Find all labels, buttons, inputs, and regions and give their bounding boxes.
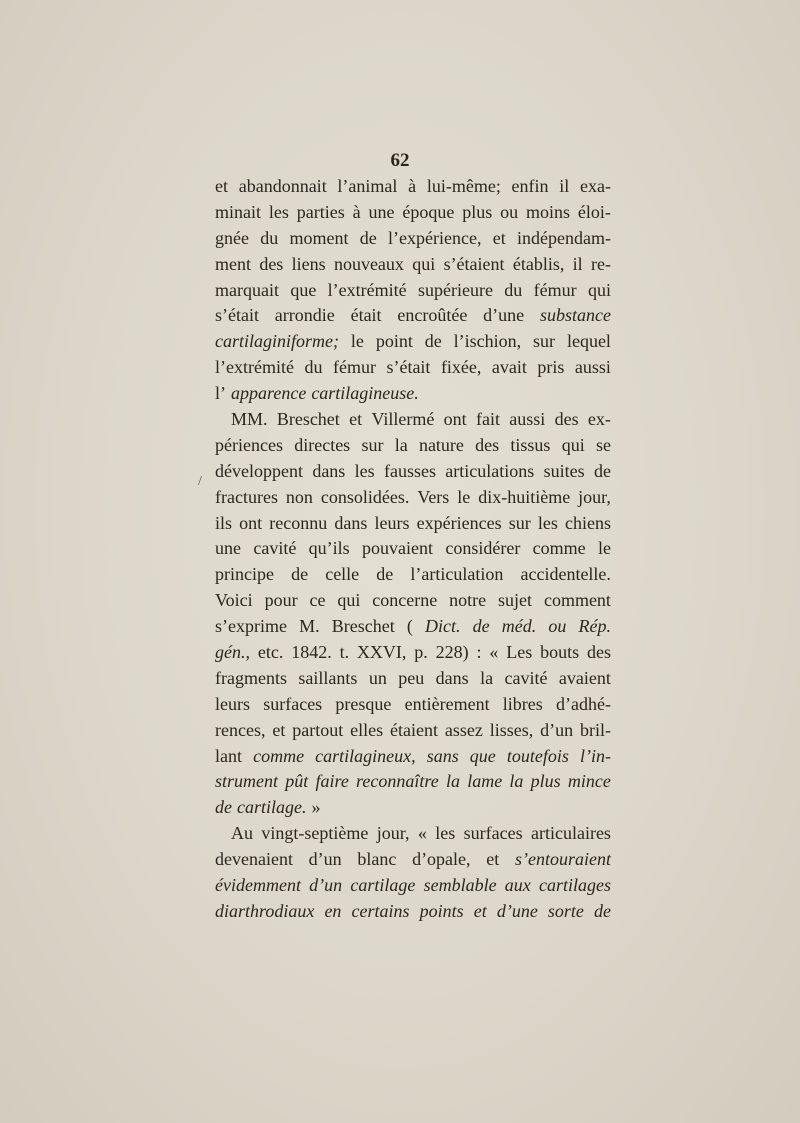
word: sujet — [498, 590, 533, 611]
word: articulaires — [530, 823, 611, 844]
word: » — [311, 797, 321, 818]
word: une — [368, 201, 395, 222]
word: rences, — [215, 719, 266, 740]
word: cartilaginiforme; — [215, 331, 339, 352]
word: le — [350, 331, 364, 352]
page-number: 62 — [390, 150, 410, 171]
word: M. — [299, 616, 320, 637]
word: fractures — [215, 486, 278, 507]
word: les — [354, 460, 375, 481]
word: cartilage. — [237, 797, 307, 818]
body-text — [215, 174, 611, 925]
text-line — [215, 278, 611, 304]
word: plus — [530, 771, 561, 792]
word: Les — [506, 642, 533, 663]
word: époque — [402, 201, 455, 222]
word: aussi — [574, 357, 611, 378]
word: un — [368, 667, 387, 688]
word: sorte — [547, 900, 584, 921]
text-line — [215, 718, 611, 744]
word: évidemment — [215, 875, 301, 896]
word: cartilages — [538, 875, 611, 896]
word: expériences — [416, 512, 502, 533]
word: Villermé — [371, 409, 435, 430]
word: Vers — [417, 486, 450, 507]
word: partout — [292, 719, 344, 740]
text-line — [215, 303, 611, 329]
word: supérieure — [417, 279, 493, 300]
word: des — [259, 253, 284, 274]
text-line — [215, 536, 611, 562]
word: surfaces — [463, 823, 523, 844]
word: des — [586, 642, 611, 663]
word: lame — [467, 771, 503, 792]
word: gnée — [215, 227, 249, 248]
word: pris — [537, 357, 565, 378]
word: certains — [351, 900, 410, 921]
word: d’une — [483, 305, 525, 326]
word: ( — [406, 616, 413, 637]
word: sans — [426, 745, 459, 766]
word: Dict. — [424, 616, 461, 637]
word: qui — [337, 590, 361, 611]
word: fragments — [215, 667, 287, 688]
word: pouvaient — [362, 538, 434, 559]
word: principe — [215, 564, 274, 585]
word: ils — [215, 512, 233, 533]
word: étaient — [389, 719, 438, 740]
word: l’ — [215, 383, 226, 404]
word: éloi- — [577, 201, 611, 222]
word: l’extrémité — [215, 357, 294, 378]
word: et — [349, 409, 363, 430]
word: qui — [412, 253, 436, 274]
word: chiens — [564, 512, 611, 533]
word: comme — [253, 745, 305, 766]
word: méd. — [501, 616, 537, 637]
word: la — [445, 771, 460, 792]
word: aussi — [509, 409, 546, 430]
word: de — [594, 900, 611, 921]
word: surfaces — [263, 693, 323, 714]
word: cartilage — [350, 875, 416, 896]
word: s’étaient — [443, 253, 505, 274]
text-line — [215, 407, 611, 433]
word: qui — [587, 279, 611, 300]
word: diarthrodiaux — [215, 900, 315, 921]
word: d’un — [540, 719, 574, 740]
text-line — [215, 640, 611, 666]
word: moins — [525, 201, 570, 222]
word: que — [469, 745, 496, 766]
word: des — [554, 409, 579, 430]
word: fémur — [533, 279, 577, 300]
word: minait — [215, 201, 261, 222]
word: et — [215, 176, 228, 196]
word: ont — [443, 409, 467, 430]
word: marquait — [215, 279, 279, 300]
word: d’une — [496, 900, 538, 921]
word: substance — [539, 305, 611, 326]
word: sur — [508, 512, 531, 533]
word: apparence — [231, 383, 307, 404]
word: XXVI, — [356, 642, 407, 663]
word: blanc — [357, 849, 397, 870]
word: reconnu — [269, 512, 328, 533]
word: Breschet — [331, 616, 395, 637]
word: du — [304, 357, 323, 378]
word: considérer — [445, 538, 521, 559]
word: et — [492, 227, 506, 248]
text-line — [215, 511, 611, 537]
word: tissus — [510, 434, 551, 455]
text-line — [215, 614, 611, 640]
word: nature — [418, 434, 464, 455]
word: elles — [350, 719, 384, 740]
word: directes — [294, 434, 351, 455]
word: l’animal — [337, 176, 398, 196]
word: parties — [296, 201, 345, 222]
word: moment — [289, 227, 349, 248]
word: liens — [291, 253, 326, 274]
word: leurs — [374, 512, 410, 533]
word: cartilagineuse. — [311, 383, 419, 404]
word: faire — [315, 771, 349, 792]
text-line — [215, 666, 611, 692]
word: cavité — [504, 667, 548, 688]
word: celle — [325, 564, 360, 585]
word: ou — [548, 616, 567, 637]
word: d’un — [308, 849, 342, 870]
word: accidentelle. — [520, 564, 611, 585]
word: non — [285, 486, 313, 507]
word: de — [376, 564, 394, 585]
word: etc. — [257, 642, 284, 663]
word: « — [417, 823, 427, 844]
word: et — [473, 900, 487, 921]
text-line — [215, 381, 611, 407]
word: était — [350, 305, 382, 326]
word: de — [215, 797, 232, 818]
word: gén., — [215, 642, 250, 663]
word: lequel — [566, 331, 611, 352]
word: libres — [502, 693, 543, 714]
word: ce — [309, 590, 326, 611]
text-line — [215, 433, 611, 459]
word: t. — [339, 642, 350, 663]
word: 228) — [435, 642, 469, 663]
word: jour, — [376, 823, 410, 844]
word: périences — [215, 434, 283, 455]
word: d’un — [309, 875, 343, 896]
word: de — [593, 460, 611, 481]
text-line — [215, 200, 611, 226]
text-line — [215, 847, 611, 873]
word: toutefois — [506, 745, 569, 766]
word: vingt-septième — [261, 823, 369, 844]
word: et — [272, 719, 286, 740]
text-line — [215, 329, 611, 355]
word: d’opale, — [412, 849, 471, 870]
word: en — [324, 900, 342, 921]
word: à — [408, 176, 417, 196]
word: sur — [533, 331, 556, 352]
word: la — [509, 771, 524, 792]
word: Breschet — [276, 409, 340, 430]
word: fausses — [383, 460, 436, 481]
word: l’ischion, — [453, 331, 522, 352]
word: peu — [398, 667, 425, 688]
word: l’expérience, — [388, 227, 482, 248]
word: mince — [567, 771, 611, 792]
word: comme — [532, 538, 586, 559]
word: nouveaux — [333, 253, 404, 274]
text-line — [215, 459, 611, 485]
word: exa- — [579, 176, 611, 196]
word: de — [291, 564, 309, 585]
word: qui — [561, 434, 585, 455]
word: les — [268, 201, 289, 222]
word: ex- — [587, 409, 611, 430]
word: le — [598, 538, 611, 559]
word: cavité — [253, 538, 297, 559]
word: dans — [435, 667, 469, 688]
word: avaient — [558, 667, 611, 688]
word: du — [504, 279, 523, 300]
text-line — [215, 174, 611, 200]
word: et — [486, 849, 500, 870]
word: la — [480, 667, 494, 688]
text-line — [215, 485, 611, 511]
word: fait — [475, 409, 500, 430]
word: aux — [504, 875, 531, 896]
text-line — [215, 692, 611, 718]
word: l’articulation — [410, 564, 504, 585]
word: dans — [334, 512, 368, 533]
word: s’était — [386, 357, 431, 378]
word: dix-huitième — [478, 486, 571, 507]
word: devenaient — [215, 849, 293, 870]
word: sur — [361, 434, 384, 455]
word: semblable — [423, 875, 497, 896]
word: s’exprime — [215, 616, 287, 637]
word: consolidées. — [320, 486, 410, 507]
word: bouts — [540, 642, 580, 663]
text-line — [215, 744, 611, 770]
word: articulations — [445, 460, 535, 481]
word: plus — [462, 201, 493, 222]
word: 1842. — [291, 642, 332, 663]
word: une — [215, 538, 241, 559]
word: développent — [215, 460, 303, 481]
text-line — [215, 795, 611, 821]
text-line — [215, 252, 611, 278]
word: comment — [543, 590, 611, 611]
word: presque — [335, 693, 392, 714]
word: leurs — [215, 693, 250, 714]
word: p. — [414, 642, 428, 663]
text-line — [215, 821, 611, 847]
word: de — [472, 616, 490, 637]
text-line — [215, 226, 611, 252]
word: ont — [239, 512, 263, 533]
word: entièrement — [404, 693, 490, 714]
word: établis, — [512, 253, 565, 274]
word: dans — [312, 460, 346, 481]
word: bril- — [579, 719, 611, 740]
word: le — [457, 486, 471, 507]
word: arrondie — [274, 305, 335, 326]
word: Rép. — [578, 616, 611, 637]
text-line — [215, 355, 611, 381]
word: strument — [215, 771, 278, 792]
word: du — [260, 227, 279, 248]
word: points — [419, 900, 464, 921]
word: suites — [543, 460, 585, 481]
word: avait — [491, 357, 527, 378]
text-line — [215, 899, 611, 925]
word: fémur — [332, 357, 376, 378]
word: l’in- — [579, 745, 611, 766]
word: il — [572, 253, 583, 274]
word: re- — [591, 253, 611, 274]
word: abandonnait — [238, 176, 327, 196]
word: encroûtée — [397, 305, 468, 326]
word: des — [475, 434, 500, 455]
word: les — [435, 823, 456, 844]
word: que — [290, 279, 317, 300]
word: jour, — [578, 486, 611, 507]
word: notre — [449, 590, 487, 611]
word: assez — [444, 719, 483, 740]
word: lisses, — [489, 719, 534, 740]
word: fixée, — [440, 357, 482, 378]
word: ou — [500, 201, 519, 222]
word: point — [375, 331, 413, 352]
word: Au — [231, 823, 253, 844]
word: de — [359, 227, 377, 248]
word: il — [559, 176, 570, 196]
word: indépendam- — [517, 227, 611, 248]
word: l’extrémité — [327, 279, 407, 300]
text-line — [215, 873, 611, 899]
word: cartilagineux, — [315, 745, 416, 766]
word: reconnaître — [356, 771, 439, 792]
text-line — [215, 588, 611, 614]
text-line — [215, 562, 611, 588]
word: : — [476, 642, 482, 663]
word: ment — [215, 253, 251, 274]
word: s’entouraient — [514, 849, 611, 870]
word: qu’ils — [308, 538, 350, 559]
word: de — [424, 331, 442, 352]
word: lui-même; — [426, 176, 501, 196]
word: lant — [215, 745, 242, 766]
word: se — [595, 434, 611, 455]
word: la — [394, 434, 408, 455]
word: enfin — [511, 176, 549, 196]
word: pût — [285, 771, 309, 792]
word: Voici — [215, 590, 253, 611]
word: pour — [264, 590, 298, 611]
word: saillants — [298, 667, 358, 688]
margin-pencil-mark: / — [198, 474, 202, 489]
word: concerne — [372, 590, 438, 611]
word: d’adhé- — [556, 693, 611, 714]
word: MM. — [231, 409, 268, 430]
word: « — [489, 642, 499, 663]
word: à — [352, 201, 361, 222]
word: s’était — [215, 305, 259, 326]
text-line — [215, 769, 611, 795]
word: les — [537, 512, 558, 533]
